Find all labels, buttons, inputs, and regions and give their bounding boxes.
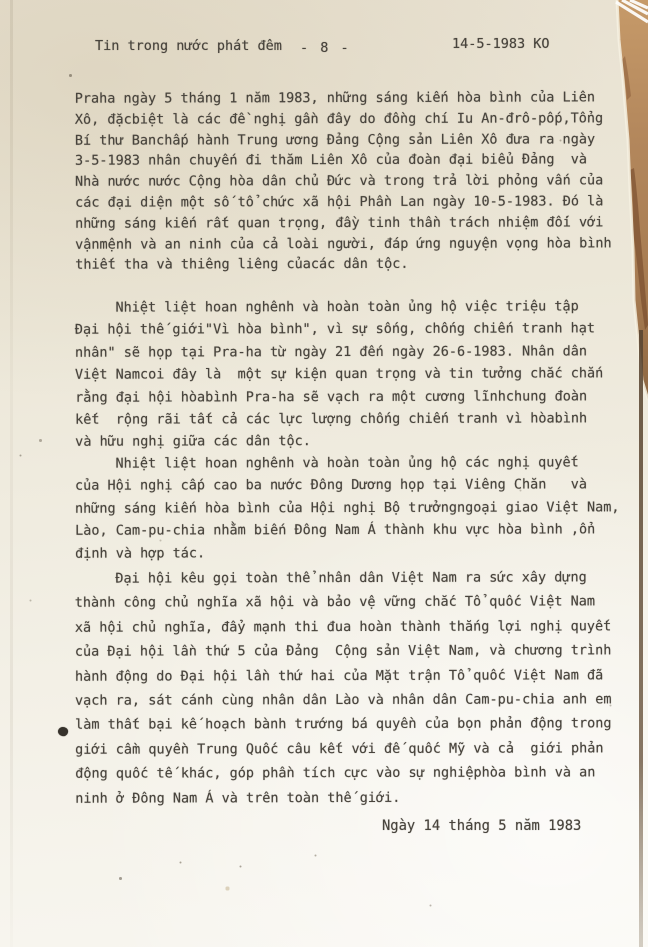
dateline: Ngày 14 tháng 5 năm 1983 <box>382 818 582 834</box>
paragraph-2: Nhiệt liệt hoan nghênh và hoàn toàn ủng hộ việc triệu tập Đại hội thế giới"Vì hòa bình", vì sự sống, chống chiến tranh hạt nhân" sẽ họp tại Pra-ha từ ngày 21 đến ngày 26-6-1983. Nhân dân Việt Namcoi đây là một sự kiện quan trọng và tin tưởng chắc chắn rằng đại hội hòabình Pra-ha sẽ vạch ra một cương lĩnhchung đoàn kết rộng rãi tất cả các lực lượng chống chiến tranh vì hòabình và hữu nghị giữa các dân tộc. <box>74 298 604 451</box>
header-date-code: 14-5-1983 KO <box>452 36 550 52</box>
header-section-title: Tin trong nước phát đêm <box>95 38 282 54</box>
paragraph-3: Nhiệt liệt hoan nghênh và hoàn toàn ủng hộ các nghị quyết của Hội nghị cấp cao ba nước Đông Dương họp tại Viêng Chăn và những sáng kiến hòa bình của Hội nghị Bộ trưởngngoại giao Việt Nam, Lào, Cam-pu-chia nhằm biến Đông Nam Á thành khu vực hòa bình ,ổn định và hợp tác. <box>74 454 620 562</box>
ink-blot <box>57 726 69 738</box>
page-left-fold-shadow <box>10 0 13 947</box>
page-header <box>0 38 648 60</box>
paper-specks <box>0 0 1 1</box>
paragraph-1: Praha ngày 5 tháng 1 năm 1983, những sáng kiến hòa bình của Liên Xô, đặcbiệt là các đề nghị gần đây do đồng chí Iu An-đrô-pốp,Tổng Bí thư Banchấp hành Trung ương Đảng Cộng sản Liên Xô đưa ra ngày 3-5-1983 nhân chuyến đi thăm Liên Xô của đoàn đại biểu Đảng và Nhà nước nước Cộng hòa dân chủ Đức và trong trả lời phỏng vấn của các đại diện một số tổ chức xã hội Phần Lan ngày 10-5-1983. Đó là những sáng kiến rất quan trọng, đầy tinh thần trách nhiệm đối với vậnmệnh và an ninh của cả loài người, đáp ứng nguyện vọng hòa bình thiết tha và thiêng liêng củacác dân tộc. <box>74 89 612 274</box>
paragraph-4: Đại hội kêu gọi toàn thể nhân dân Việt Nam ra sức xây dựng thành công chủ nghĩa xã hội và bảo vệ vững chắc Tổ quốc Việt Nam xã hội chủ nghĩa, đẩy mạnh thi đua hoàn thành thắng lợi nghị quyết của Đại hội lần thứ 5 của Đảng Cộng sản Việt Nam, và chương trình hành động do Đại hội lần thứ hai của Mặt trận Tổ quốc Việt Nam đã vạch ra, sát cánh cùng nhân dân Lào và nhân dân Cam-pu-chia anh em làm thất bại kế hoạch bành trướng bá quyền của bọn phản động trong giới cầm quyền Trung Quốc câu kết với đế quốc Mỹ và cả giới phản động quốc tế khác, góp phần tích cực vào sự nghiệphòa bình và an ninh ở Đông Nam Á và trên toàn thế giới. <box>74 569 612 807</box>
header-page-number: - 8 - <box>300 40 351 56</box>
